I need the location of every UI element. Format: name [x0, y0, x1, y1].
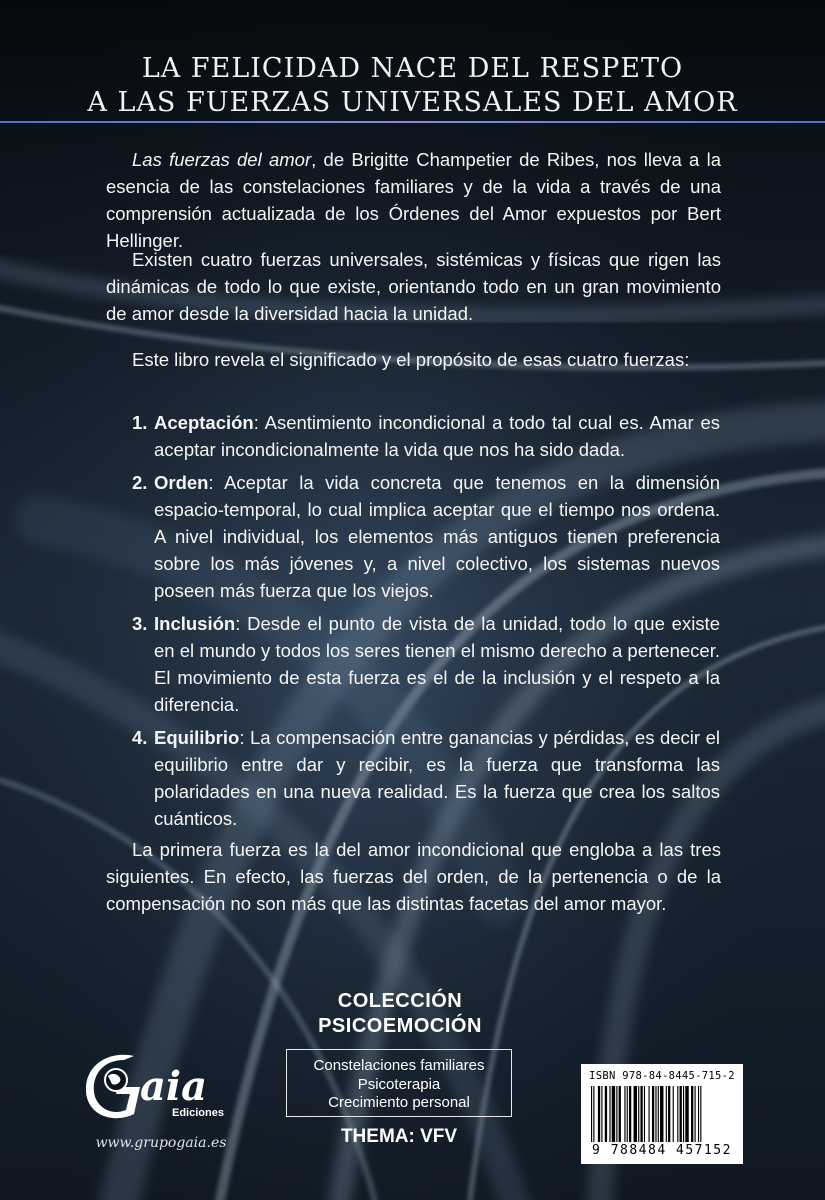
barcode-bar: [627, 1086, 628, 1142]
barcode-bar: [660, 1086, 663, 1142]
purpose-text: Este libro revela el significado y el propósito de esas cuatro fuerzas:: [132, 349, 690, 370]
category-item: Crecimiento personal: [328, 1094, 470, 1111]
forces-text: Existen cuatro fuerzas universales, sistémicas y físicas que rigen las dinámicas de todo lo que existe, orientando todo en un gran movimiento de amor desde la diversidad hacia la unidad.: [106, 249, 721, 324]
barcode-bar: [658, 1086, 659, 1142]
barcode-bar: [601, 1086, 602, 1142]
collection-line-2: PSICOEMOCIÓN: [318, 1015, 482, 1037]
list-item-name: Inclusión: [154, 613, 236, 634]
collection-line-1: COLECCIÓN: [337, 990, 463, 1012]
list-item-number: 4.: [132, 727, 148, 748]
list-item-text: : Aceptar la vida concreta que tenemos en la dimensión espacio-temporal, lo cual implica aceptar que el tiempo nos ordena. A nivel individual, los elementos más antiguos tienen preferencia sobre los más jóvenes y, a nivel colectivo, los sistemas nuevos poseen más fuerza que los viejos.: [154, 472, 720, 601]
list-item-name: Aceptación: [154, 412, 254, 433]
barcode-bar: [655, 1086, 656, 1142]
barcode-bar: [640, 1086, 642, 1142]
barcode-bar: [616, 1086, 617, 1142]
closing-paragraph: [106, 836, 721, 917]
barcode-bar: [673, 1086, 674, 1142]
barcode-bar: [605, 1086, 607, 1142]
barcode-bar: [695, 1086, 696, 1142]
category-box: [286, 1049, 512, 1117]
svg-text:aia: aia: [140, 1063, 208, 1110]
barcode-bar: [649, 1086, 650, 1142]
barcode-bar: [685, 1086, 688, 1142]
ean-number: 9 788484 457152: [592, 1143, 732, 1158]
barcode-bar: [666, 1086, 667, 1142]
barcode-bar: [612, 1086, 615, 1142]
headline-divider: [0, 121, 825, 123]
barcode-bar: [677, 1086, 678, 1142]
list-item: [132, 610, 720, 718]
intro-paragraph: [106, 146, 721, 254]
isbn-label: ISBN 978-84-8445-715-2: [589, 1070, 735, 1082]
list-item-text: : Asentimiento incondicional a todo tal cual es. Amar es aceptar incondicionalmente la vida que nos ha sido dada.: [154, 412, 720, 460]
barcode-bar: [634, 1086, 637, 1142]
barcode-bar: [700, 1086, 701, 1142]
list-item: [132, 409, 720, 463]
barcode-bar: [624, 1086, 625, 1142]
list-item: [132, 469, 720, 604]
list-item-name: Equilibrio: [154, 727, 240, 748]
list-item-text: : Desde el punto de vista de la unidad, todo lo que existe en el mundo y todos los seres tienen el mismo derecho a pertenecer. El movimiento de esta fuerza es el de la inclusión y el respeto a la diferencia.: [154, 613, 720, 715]
forces-list: [132, 409, 720, 838]
headline-line-1: LA FELICIDAD NACE DEL RESPETO: [141, 53, 684, 84]
gaia-logo: [86, 1052, 236, 1128]
barcode-bar: [598, 1086, 600, 1142]
list-item-name: Orden: [154, 472, 209, 493]
intro-text: , de Brigitte Champetier de Ribes, nos lleva a la esencia de las constelaciones familiares y de la vida a través de una comprensión actualizada de los Órdenes del Amor expuestos por Bert Hellinger.: [106, 149, 721, 251]
barcode-bar: [691, 1086, 693, 1142]
forces-paragraph: [106, 246, 721, 327]
isbn-barcode: [581, 1064, 743, 1164]
category-item: Constelaciones familiares: [313, 1057, 485, 1074]
barcode-bars: [591, 1086, 735, 1142]
barcode-bar: [593, 1086, 594, 1142]
svg-text:Ediciones: Ediciones: [172, 1107, 224, 1119]
barcode-bar: [638, 1086, 639, 1142]
barcode-bar: [680, 1086, 682, 1142]
list-item: [132, 724, 720, 832]
collection-title: [250, 989, 550, 1039]
barcode-bar: [698, 1086, 699, 1142]
barcode-bar: [609, 1086, 610, 1142]
barcode-bar: [668, 1086, 670, 1142]
barcode-bar: [683, 1086, 684, 1142]
headline: [0, 52, 825, 120]
list-item-number: 1.: [132, 412, 148, 433]
barcode-bar: [644, 1086, 645, 1142]
barcode-bar: [619, 1086, 621, 1142]
list-item-number: 3.: [132, 613, 148, 634]
book-title: Las fuerzas del amor: [132, 149, 312, 170]
barcode-bar: [591, 1086, 592, 1142]
barcode-bar: [629, 1086, 631, 1142]
closing-text: La primera fuerza es la del amor incondicional que engloba a las tres siguientes. En efecto, las fuerzas del orden, de la pertenencia o de la compensación no son más que las distintas facetas del amor mayor.: [106, 839, 721, 914]
purpose-paragraph: [106, 346, 721, 373]
headline-line-2: A LAS FUERZAS UNIVERSALES DEL AMOR: [87, 87, 738, 118]
list-item-text: : La compensación entre ganancias y pérdidas, es decir el equilibrio entre dar y recibir, es la fuerza que transforma las polaridades en una nueva realidad. Es la fuerza que crea los saltos cuánticos.: [154, 727, 720, 829]
list-item-number: 2.: [132, 472, 148, 493]
thema-code: THEMA: VFV: [340, 1126, 458, 1147]
category-item: Psicoterapia: [357, 1075, 441, 1093]
barcode-bar: [652, 1086, 654, 1142]
publisher-url[interactable]: www.grupogaia.es: [95, 1135, 227, 1151]
